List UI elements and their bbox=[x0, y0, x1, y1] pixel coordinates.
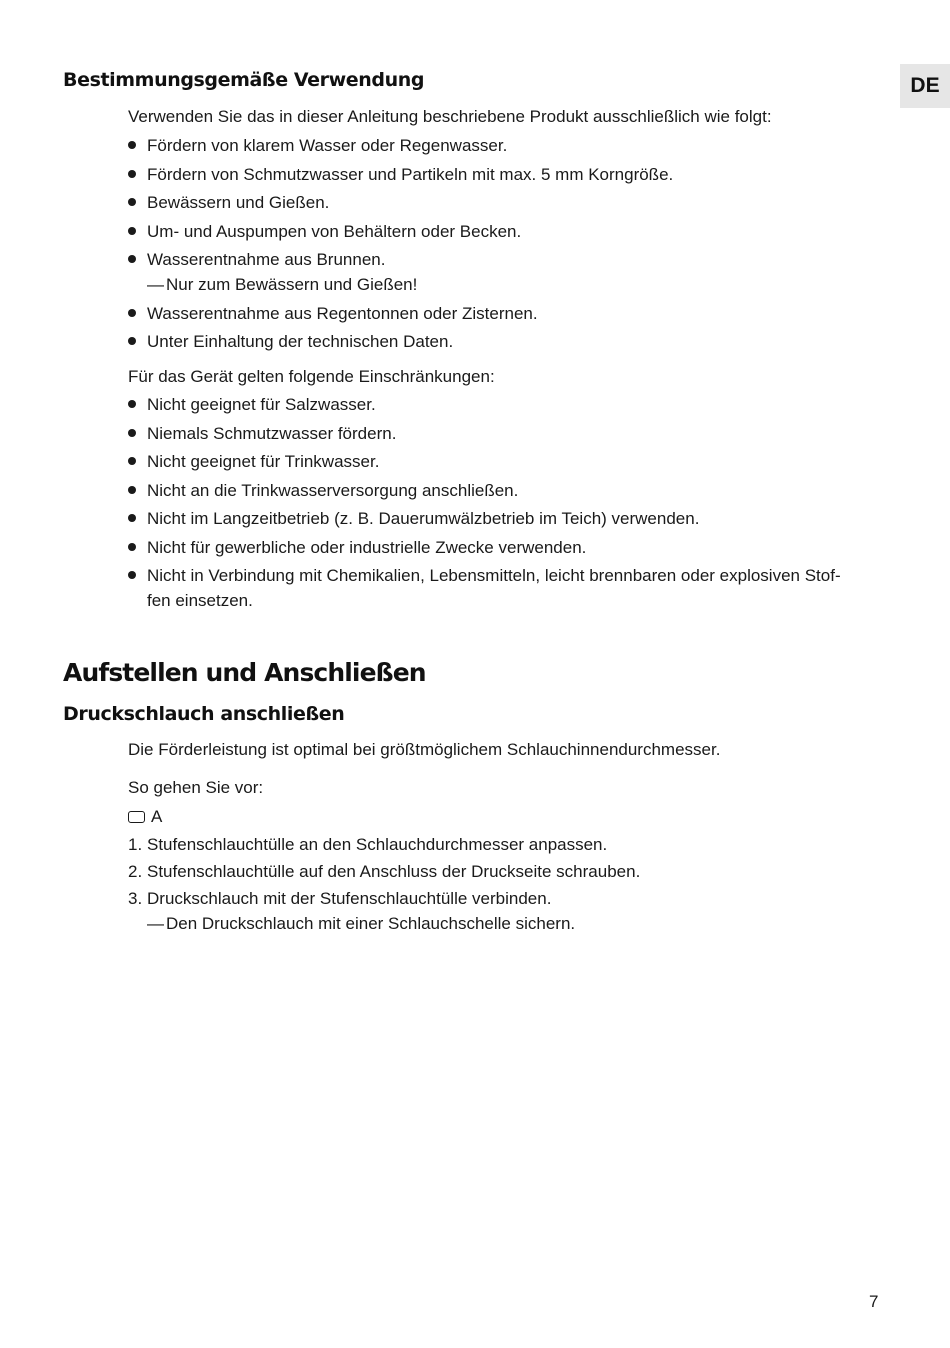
page-number: 7 bbox=[869, 1292, 879, 1311]
list-item bbox=[128, 535, 868, 560]
bullet-icon bbox=[128, 457, 136, 465]
bullet-icon bbox=[128, 571, 136, 579]
list-item bbox=[128, 329, 868, 354]
list-item-text: Nicht geeignet für Trinkwasser. bbox=[147, 452, 380, 471]
list-item bbox=[128, 247, 868, 297]
list-item-text: Wasserentnahme aus Regentonnen oder Zisternen. bbox=[147, 303, 538, 323]
list-sub-item-text: Nur zum Bewässern und Gießen! bbox=[166, 275, 418, 294]
bullet-icon bbox=[128, 309, 136, 317]
section-heading-pressure-hose: Druckschlauch anschließen bbox=[63, 703, 345, 725]
figure-reference bbox=[128, 806, 162, 828]
intended-use-intro: Verwenden Sie das in dieser Anleitung beschriebene Produkt ausschließlich wie folgt: bbox=[128, 107, 772, 126]
list-item-text: Nicht in Verbindung mit Chemikalien, Lebensmitteln, leicht brennbaren oder explosiven Stof- bbox=[147, 566, 841, 585]
list-item bbox=[128, 219, 868, 244]
list-item bbox=[128, 506, 868, 531]
bullet-icon bbox=[128, 198, 136, 206]
intended-use-list bbox=[128, 133, 868, 358]
list-item-text: Wasserentnahme aus Brunnen. bbox=[147, 250, 386, 269]
list-item bbox=[128, 421, 868, 446]
bullet-icon bbox=[128, 429, 136, 437]
language-tab: DE bbox=[900, 64, 950, 108]
list-item-text: Nicht für gewerbliche oder industrielle Zwecke verwenden. bbox=[147, 537, 587, 557]
list-item-text: Nicht an die Trinkwasserversorgung anschließen. bbox=[147, 480, 519, 500]
list-sub-item bbox=[147, 272, 868, 297]
restrictions-list bbox=[128, 392, 868, 617]
bullet-icon bbox=[128, 170, 136, 178]
list-item-text: Nicht im Langzeitbetrieb (z. B. Dauerumwälzbetrieb im Teich) verwenden. bbox=[147, 509, 700, 528]
step-number: 2. bbox=[128, 862, 143, 881]
list-item-text: Fördern von klarem Wasser oder Regenwasser. bbox=[147, 136, 508, 155]
section-heading-intended-use: Bestimmungsgemäße Verwendung bbox=[63, 69, 425, 91]
list-item bbox=[128, 449, 868, 474]
list-item bbox=[128, 301, 868, 326]
step-item bbox=[128, 886, 868, 936]
bullet-icon bbox=[128, 255, 136, 263]
list-item-text: Bewässern und Gießen. bbox=[147, 193, 330, 212]
list-item bbox=[128, 392, 868, 417]
bullet-icon bbox=[128, 486, 136, 494]
step-text: Stufenschlauchtülle an den Schlauchdurchmesser anpassen. bbox=[147, 835, 608, 854]
step-item bbox=[128, 859, 868, 884]
step-sub-item bbox=[147, 911, 868, 936]
step-number: 3. bbox=[128, 889, 143, 908]
step-number: 1. bbox=[128, 835, 143, 854]
step-text: Stufenschlauchtülle auf den Anschluss der Druckseite schrauben. bbox=[147, 862, 641, 881]
bullet-icon bbox=[128, 227, 136, 235]
bullet-icon bbox=[128, 337, 136, 345]
step-sub-item-text: Den Druckschlauch mit einer Schlauchschelle sichern. bbox=[166, 914, 576, 933]
figure-reference-label: A bbox=[151, 807, 163, 826]
bullet-icon bbox=[128, 141, 136, 149]
list-item-text: Nicht geeignet für Salzwasser. bbox=[147, 395, 376, 414]
list-item-text: Unter Einhaltung der technischen Daten. bbox=[147, 332, 454, 351]
bullet-icon bbox=[128, 543, 136, 551]
procedure-steps bbox=[128, 832, 868, 940]
bullet-icon bbox=[128, 514, 136, 522]
list-item bbox=[128, 133, 868, 158]
procedure-intro: So gehen Sie vor: bbox=[128, 778, 264, 797]
bullet-icon bbox=[128, 400, 136, 408]
list-item bbox=[128, 162, 868, 187]
pressure-hose-intro: Die Förderleistung ist optimal bei größtmöglichem Schlauchinnendurchmesser. bbox=[128, 740, 721, 759]
list-item bbox=[128, 190, 868, 215]
chapter-heading-setup: Aufstellen und Anschließen bbox=[63, 658, 426, 687]
step-item bbox=[128, 832, 868, 857]
dash-icon: — bbox=[147, 914, 164, 933]
restrictions-intro: Für das Gerät gelten folgende Einschränkungen: bbox=[128, 367, 495, 386]
list-item-text: Fördern von Schmutzwasser und Partikeln mit max. 5 mm Korngröße. bbox=[147, 164, 674, 184]
figure-icon bbox=[128, 811, 145, 823]
list-item-text-continuation: fen einsetzen. bbox=[147, 591, 253, 610]
step-text: Druckschlauch mit der Stufenschlauchtülle verbinden. bbox=[147, 889, 552, 908]
dash-icon: — bbox=[147, 275, 164, 294]
list-item bbox=[128, 563, 868, 613]
list-item-text: Niemals Schmutzwasser fördern. bbox=[147, 423, 397, 443]
list-item-text: Um- und Auspumpen von Behältern oder Becken. bbox=[147, 221, 522, 241]
list-item bbox=[128, 478, 868, 503]
